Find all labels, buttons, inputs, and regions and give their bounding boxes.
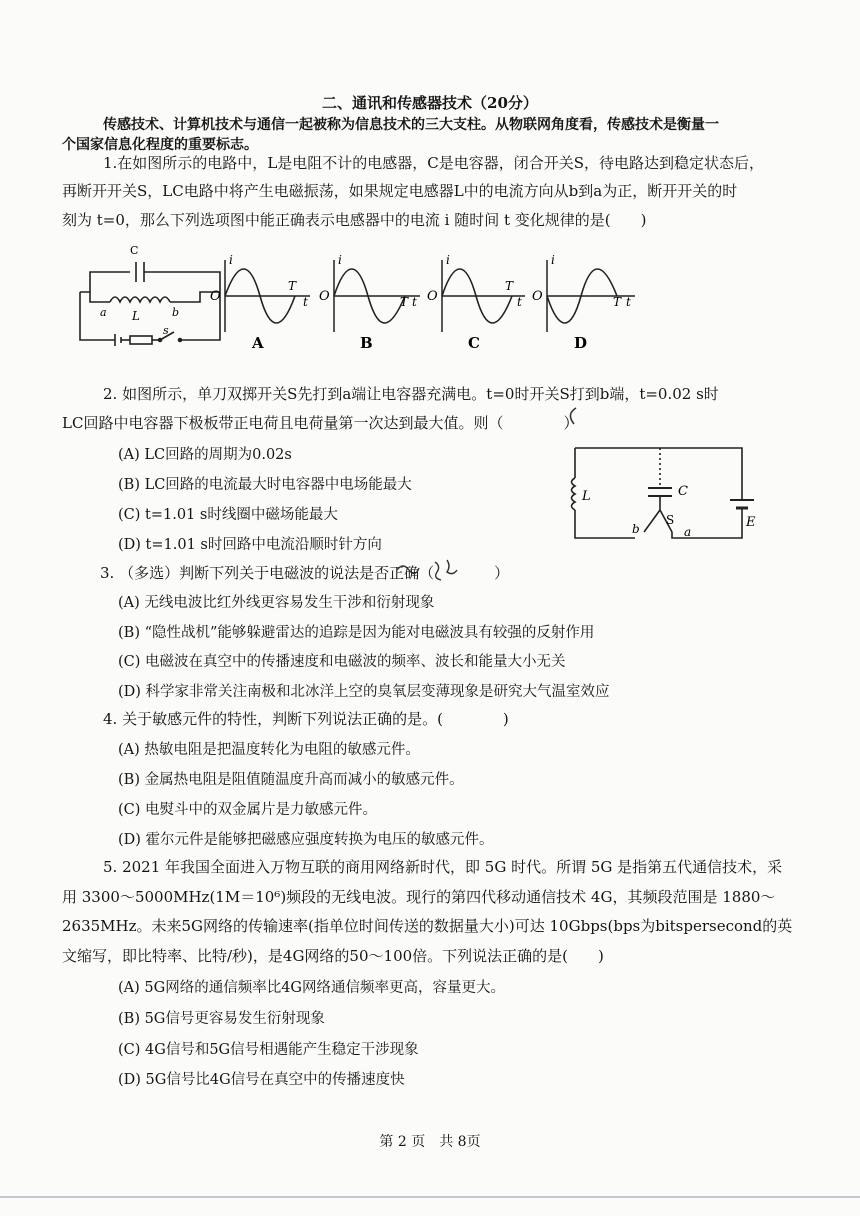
q4-option-d: (D) 霍尔元件是能够把磁感应强度转换为电压的敏感元件。 bbox=[118, 832, 494, 848]
q2-option-b: (B) LC回路的电流最大时电容器中电场能最大 bbox=[118, 477, 412, 493]
q2-label-E: E bbox=[746, 515, 756, 530]
q2-label-C: C bbox=[678, 484, 688, 499]
q1-figure bbox=[60, 240, 640, 360]
q1-graph-c-origin: O bbox=[427, 289, 438, 304]
q1-graph-b-label: B bbox=[360, 334, 373, 352]
q2-label-b: b bbox=[632, 522, 640, 536]
q1-graph-b-T: T bbox=[400, 295, 409, 309]
q1-graph-d-y: i bbox=[551, 253, 555, 267]
q4-option-b: (B) 金属热电阻是阻值随温度升高而减小的敏感元件。 bbox=[118, 772, 464, 788]
q1-graph-b bbox=[319, 253, 420, 352]
q1-graph-c bbox=[427, 253, 525, 352]
q1-graph-b-y: i bbox=[338, 253, 342, 267]
q2-label-S: S bbox=[666, 513, 675, 527]
intro-line-1: 传感技术、计算机技术与通信一起被称为信息技术的三大支柱。从物联网角度看，传感技术是衡量一 bbox=[103, 117, 719, 133]
q1-line-3: 刻为 t=0，那么下列选项图中能正确表示电感器中的电流 i 随时间 t 变化规律的是( ) bbox=[62, 211, 647, 229]
q5-option-b: (B) 5G信号更容易发生衍射现象 bbox=[118, 1011, 325, 1027]
q4-line-1: 4. 关于敏感元件的特性，判断下列说法正确的是。( ) bbox=[103, 710, 509, 728]
q2-label-L: L bbox=[582, 489, 591, 504]
q3-option-c: (C) 电磁波在真空中的传播速度和电磁波的频率、波长和能量大小无关 bbox=[118, 654, 566, 670]
q2-label-a: a bbox=[684, 525, 692, 539]
q1-inductor-label: L bbox=[132, 309, 140, 323]
q1-graph-a-origin: O bbox=[210, 289, 221, 304]
handwritten-paren-mark bbox=[558, 404, 588, 430]
q5-option-a: (A) 5G网络的通信频率比4G网络通信频率更高，容量更大。 bbox=[118, 980, 506, 996]
q2-line-1: 2. 如图所示，单刀双掷开关S先打到a端让电容器充满电。t=0时开关S打到b端，t=0.02 s时 bbox=[103, 385, 719, 403]
q2-option-a: (A) LC回路的周期为0.02s bbox=[118, 447, 292, 463]
q1-line-1: 1.在如图所示的电路中，L是电阻不计的电感器，C是电容器，闭合开关S，待电路达到稳定状态后， bbox=[103, 154, 765, 172]
q1-graph-d-x: t bbox=[626, 295, 631, 309]
q1-graph-c-label: C bbox=[468, 334, 480, 352]
q1-line-2: 再断开开关S，LC电路中将产生电磁振荡，如果规定电感器L中的电流方向从b到a为正，断开开关的时 bbox=[62, 182, 738, 200]
q1-cap-label: C bbox=[130, 244, 139, 257]
q2-option-c: (C) t=1.01 s时线圈中磁场能最大 bbox=[118, 507, 338, 523]
q1-switch-label: s bbox=[163, 324, 169, 337]
q4-option-a: (A) 热敏电阻是把温度转化为电阻的敏感元件。 bbox=[118, 742, 420, 758]
q1-graph-d-T: T bbox=[613, 295, 622, 309]
q5-line-2: 用 3300～5000MHz(1M＝10⁶)频段的无线电波。现行的第四代移动通信技术 4G，其频段范围是 1880～ bbox=[62, 888, 776, 906]
q3-option-b: (B) “隐性战机”能够躲避雷达的追踪是因为能对电磁波具有较强的反射作用 bbox=[118, 625, 595, 641]
q5-line-3: 2635MHz。未来5G网络的传输速率(指单位时间传送的数据量大小)可达 10Gbps(bps为bitspersecond的英 bbox=[62, 917, 793, 935]
q1-graph-c-x: t bbox=[517, 295, 522, 309]
q1-graph-d-label: D bbox=[574, 334, 588, 352]
q4-option-c: (C) 电熨斗中的双金属片是力敏感元件。 bbox=[118, 802, 378, 818]
q1-circuit bbox=[80, 262, 220, 346]
handwritten-scribble-mark bbox=[395, 556, 465, 584]
intro-line-2: 个国家信息化程度的重要标志。 bbox=[62, 137, 258, 153]
q3-option-d: (D) 科学家非常关注南极和北冰洋上空的臭氧层变薄现象是研究大气温室效应 bbox=[118, 684, 610, 700]
q1-node-b: b bbox=[172, 306, 180, 319]
q1-graph-a bbox=[210, 253, 310, 352]
q5-line-4: 文缩写，即比特率、比特/秒)，是4G网络的50～100倍。下列说法正确的是( ) bbox=[62, 947, 604, 965]
q2-line-2: LC回路中电容器下极板带正电荷且电荷量第一次达到最大值。则（ ） bbox=[62, 414, 579, 432]
q1-graph-b-origin: O bbox=[319, 289, 330, 304]
q1-graph-d-origin: O bbox=[532, 289, 543, 304]
q3-line-1: 3. （多选）判断下列关于电磁波的说法是否正确（ ） bbox=[100, 564, 510, 582]
bottom-divider bbox=[0, 1196, 860, 1198]
q1-graph-a-T: T bbox=[288, 279, 297, 293]
q2-option-d: (D) t=1.01 s时回路中电流沿顺时针方向 bbox=[118, 537, 382, 553]
q1-graph-a-y: i bbox=[229, 253, 233, 267]
q5-line-1: 5. 2021 年我国全面进入万物互联的商用网络新时代，即 5G 时代。所谓 5G 是指第五代通信技术，采 bbox=[103, 858, 783, 876]
q1-graph-c-T: T bbox=[505, 279, 514, 293]
q1-graph-c-y: i bbox=[446, 253, 450, 267]
q1-graph-d bbox=[532, 253, 635, 352]
page-footer: 第 2 页 共 8页 bbox=[379, 1134, 481, 1150]
q2-figure bbox=[560, 438, 770, 548]
section-title: 二、通讯和传感器技术（20分） bbox=[322, 94, 538, 112]
q1-graph-b-x: t bbox=[412, 295, 417, 309]
q1-graph-a-x: t bbox=[303, 295, 308, 309]
q5-option-d: (D) 5G信号比4G信号在真空中的传播速度快 bbox=[118, 1072, 405, 1088]
q1-node-a: a bbox=[100, 306, 107, 319]
q5-option-c: (C) 4G信号和5G信号相遇能产生稳定干涉现象 bbox=[118, 1042, 419, 1058]
q3-option-a: (A) 无线电波比红外线更容易发生干涉和衍射现象 bbox=[118, 595, 435, 611]
q1-graph-a-label: A bbox=[252, 334, 264, 352]
